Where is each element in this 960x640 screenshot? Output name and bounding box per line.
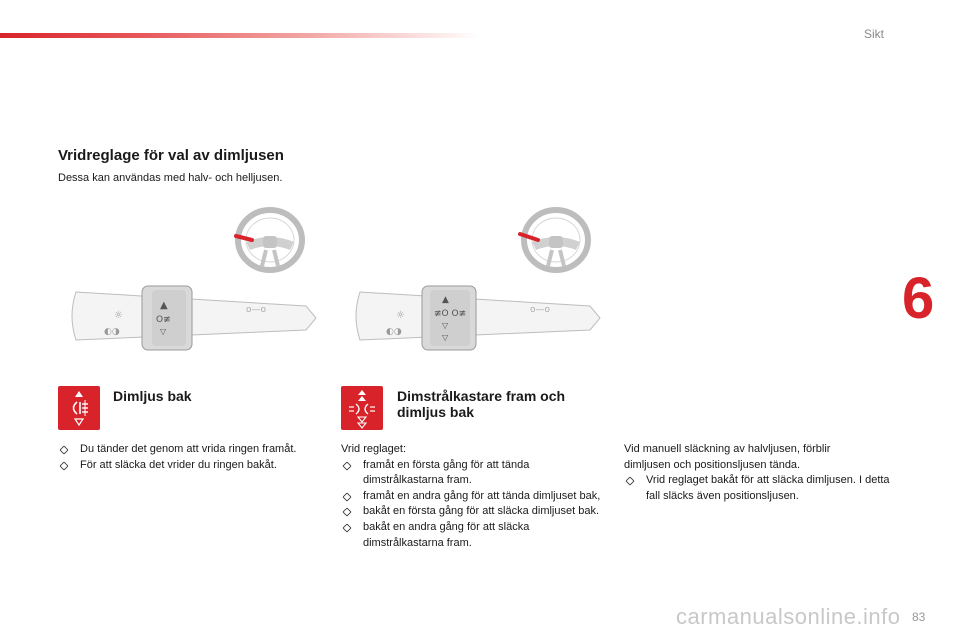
note-text: dimljusen och positionsljusen tända.: [624, 458, 801, 471]
manual-switch-off-note: [624, 442, 890, 504]
svg-text:▽: ▽: [442, 333, 449, 342]
watermark: carmanualsonline.info: [676, 604, 901, 629]
page-number: 83: [912, 610, 926, 624]
steering-wheel-icon: [228, 206, 310, 276]
svg-text:▽: ▽: [160, 327, 167, 336]
light-stalk-icon: [66, 278, 320, 354]
svg-text:☼: ☼: [114, 310, 123, 321]
section-label: Sikt: [863, 27, 884, 41]
svg-text:▲: ▲: [160, 300, 168, 311]
list-item: framåt en andra gång för att tända dimljuset bak,: [341, 489, 609, 505]
light-stalk-icon: [350, 278, 604, 354]
heading-line: Dimstrålkastare fram och: [397, 388, 566, 404]
front-rear-fog-light-icon: [341, 386, 383, 430]
section-heading-rear-fog: Dimljus bak: [113, 388, 192, 404]
rear-fog-instructions: [58, 442, 298, 473]
list-item: bakåt en andra gång för att släcka dimstrålkastarna fram.: [341, 520, 609, 551]
svg-text:▲: ▲: [442, 295, 449, 305]
svg-text:◐◑: ◐◑: [386, 327, 402, 337]
svg-text:O≢: O≢: [156, 315, 171, 325]
front-rear-fog-instructions: [341, 442, 609, 551]
page-subtitle: Dessa kan användas med halv- och helljusen.: [58, 172, 283, 184]
steering-wheel-icon: [514, 206, 596, 276]
chapter-number: 6: [902, 266, 935, 331]
svg-text:≢O O≢: ≢O O≢: [434, 309, 467, 319]
list-item: framåt en första gång för att tända dimstrålkastarna fram.: [341, 458, 609, 489]
svg-text:◐◑: ◐◑: [104, 327, 120, 337]
intro-text: Vrid reglaget:: [341, 443, 407, 455]
header-accent-bar: [0, 33, 480, 38]
svg-text:▽: ▽: [442, 321, 449, 330]
list-item: För att släcka det vrider du ringen bakåt.: [58, 458, 298, 474]
note-text: Vid manuell släckning av halvljusen, förblir: [624, 443, 831, 455]
svg-text:☼: ☼: [396, 310, 405, 321]
svg-text:o—o: o—o: [530, 305, 551, 315]
list-item: bakåt en första gång för att släcka dimljuset bak.: [341, 504, 609, 520]
page-title: Vridreglage för val av dimljusen: [58, 147, 284, 164]
svg-text:o—o: o—o: [246, 305, 267, 315]
section-heading-front-rear-fog: [397, 388, 617, 420]
list-item: Vrid reglaget bakåt för att släcka dimljusen. I detta fall släcks även positionsljusen.: [624, 473, 890, 504]
list-item: Du tänder det genom att vrida ringen framåt.: [58, 442, 298, 458]
heading-line: dimljus bak: [397, 404, 475, 420]
rear-fog-light-icon: [58, 386, 100, 430]
